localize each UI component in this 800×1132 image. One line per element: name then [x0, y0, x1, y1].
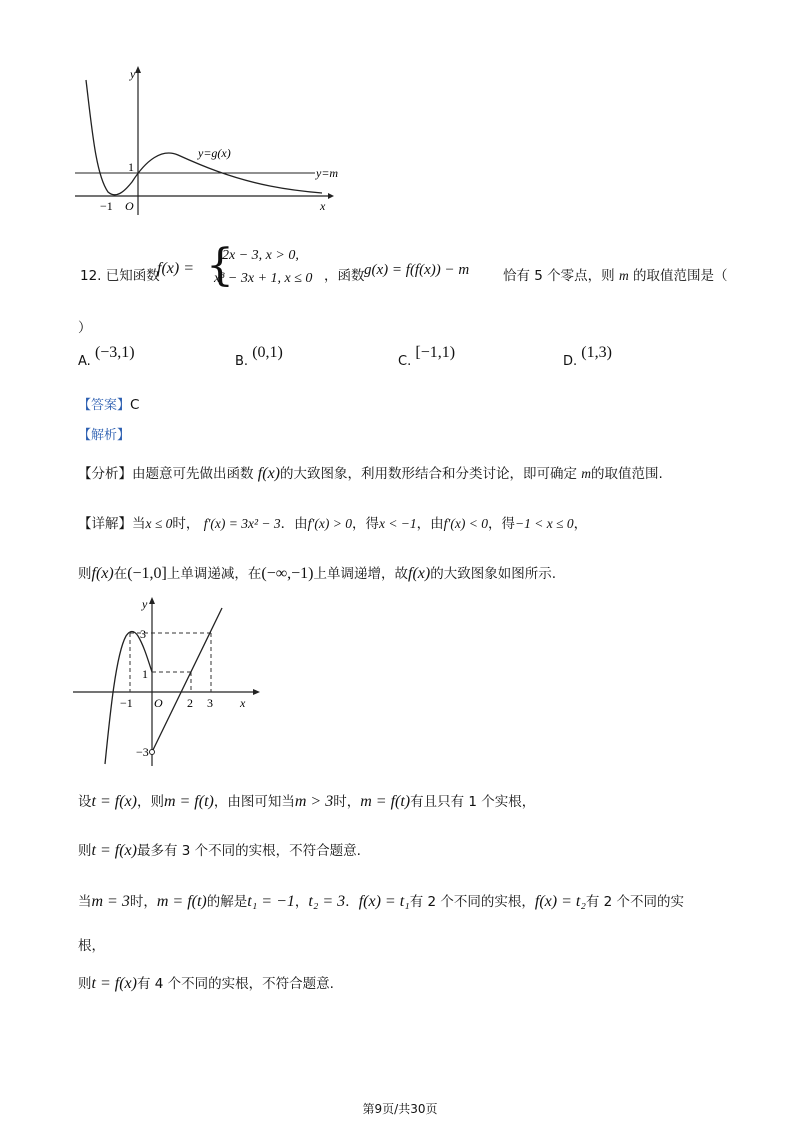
x-axis-arrow: [328, 193, 334, 199]
y-label: y: [142, 597, 148, 611]
y-axis-arrow: [135, 66, 141, 73]
fenxi-line: 【分析】由题意可先做出函数 f(x)的大致图象，利用数形结合和分类讨论，即可确定 m的取值范围.: [78, 465, 663, 482]
question-fx: f(x) =: [157, 260, 194, 277]
tick-y1: 1: [142, 667, 148, 681]
monotonic-line: 则f(x)在(−1,0]上单调递减，在(−∞,−1)上单调递增，故f(x)的大致图象如图所示.: [78, 565, 556, 582]
tick-neg1: −1: [100, 199, 113, 213]
piece-1: 2x − 3, x > 0,: [222, 248, 299, 263]
page-footer: 第9页/共30页: [362, 1102, 438, 1116]
x-axis-arrow: [253, 689, 260, 695]
tick-x2: 2: [187, 696, 193, 710]
tick-y3: 3: [140, 627, 146, 641]
x-label: x: [240, 696, 246, 710]
tick-xneg1: −1: [120, 696, 133, 710]
question-suffix: 恰有 5 个零点，则 m 的取值范围是（: [503, 268, 728, 284]
option-b: B. (0,1): [235, 344, 283, 369]
analysis-tag: 【解析】: [78, 428, 131, 443]
open-point: [150, 750, 155, 755]
line-label: y=m: [316, 166, 339, 180]
piecewise-brace: {: [206, 240, 234, 291]
paragraph-3: 当m = 3时，m = f(t)的解是t₁ = −1，t₂ = 3．f(x) = t₁有 2 个不同的实根，f(x) = t₂有 2 个不同的实: [78, 893, 685, 910]
x-label: x: [320, 199, 326, 213]
y-label: y: [130, 67, 136, 81]
question-g-def: g(x) = f(f(x)) − m: [364, 262, 470, 278]
option-d: D. (1,3): [563, 344, 612, 369]
graph-f-figure: [70, 594, 270, 774]
graph-g-figure: [70, 60, 360, 220]
curve-g: [86, 80, 322, 195]
origin-label: O: [154, 696, 163, 710]
answer-line: 【答案】C: [78, 397, 140, 413]
option-c: C. [−1,1): [398, 344, 456, 369]
tick-1: 1: [128, 160, 134, 174]
xiangjie-line: 【详解】当x ≤ 0时， f′(x) = 3x² − 3．由f′(x) > 0，得x < −1，由f′(x) < 0，得−1 < x ≤ 0，: [78, 516, 588, 532]
paragraph-3-cont: 根，: [78, 938, 105, 954]
tick-x3: 3: [207, 696, 213, 710]
paragraph-4: 则t = f(x)有 4 个不同的实根，不符合题意.: [78, 975, 334, 992]
question-mid: ，函数: [324, 268, 365, 284]
piece-2: x³ − 3x + 1, x ≤ 0: [214, 271, 313, 286]
tick-yneg3: −3: [136, 745, 149, 759]
y-axis-arrow: [149, 597, 155, 604]
question-close: ）: [78, 320, 92, 336]
curve-label: y=g(x): [198, 146, 231, 160]
paragraph-1: 设t = f(x)，则m = f(t)，由图可知当m > 3时，m = f(t)有且只有 1 个实根，: [78, 793, 536, 810]
option-a: A. (−3,1): [78, 344, 135, 369]
paragraph-2: 则t = f(x)最多有 3 个不同的实根，不符合题意.: [78, 842, 361, 859]
question-number-prefix: 12. 已知函数: [80, 268, 160, 284]
line-2x-3: [152, 608, 222, 752]
origin-label: O: [125, 199, 134, 213]
